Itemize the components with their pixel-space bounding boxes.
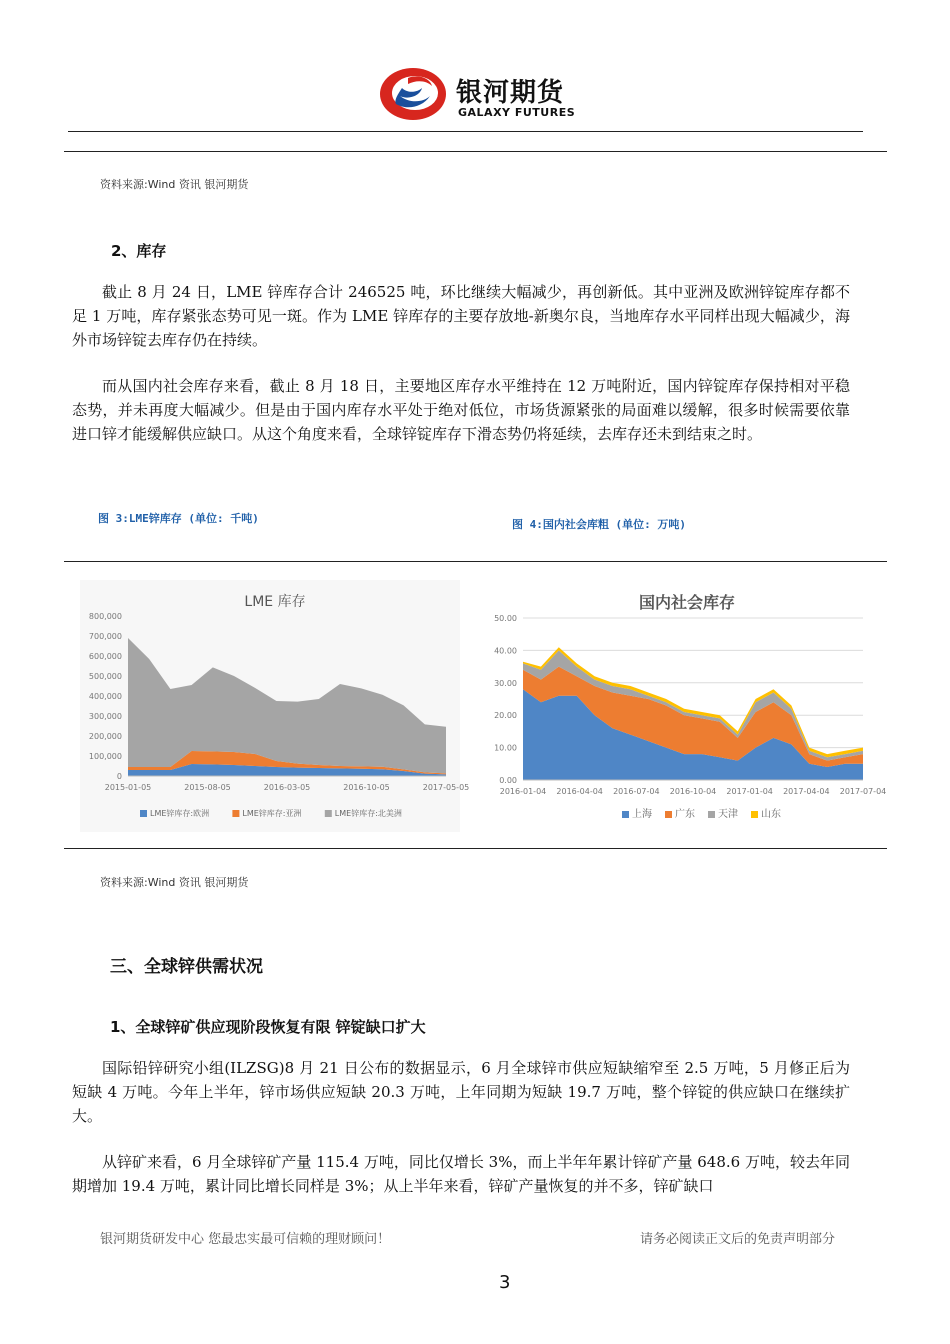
paragraph-zinc-mine: 从锌矿来看，6 月全球锌矿产量 115.4 万吨，同比仅增长 3%，而上半年年累计锌矿产量 648.6 万吨，较去年同期增加 19.4 万吨，累计同比增长同样是 3%；从上半年来看，锌矿产量恢复的并不多，锌矿缺口 <box>72 1153 850 1195</box>
legend-swatch <box>325 810 332 817</box>
brand-name-en: GALAXY FUTURES <box>458 106 576 119</box>
legend-swatch <box>665 811 672 818</box>
source-note: 资料来源:Wind 资讯 银河期货 <box>100 178 249 191</box>
y-tick-label: 200,000 <box>88 732 122 741</box>
x-tick-label: 2016-03-05 <box>263 783 311 792</box>
footer-right: 请务必阅读正文后的免责声明部分 <box>640 1232 836 1247</box>
legend-label: 广东 <box>675 809 695 820</box>
legend-swatch <box>622 811 629 818</box>
x-tick-label: 2016-07-04 <box>613 787 660 796</box>
legend-label: 天津 <box>718 809 738 820</box>
company-logo <box>378 66 448 122</box>
y-tick-label: 600,000 <box>88 652 122 661</box>
y-tick-label: 10.00 <box>494 743 517 753</box>
figure-frame-bottom <box>64 151 887 152</box>
page-number: 3 <box>499 1272 511 1293</box>
legend-swatch <box>140 810 147 817</box>
y-tick-label: 50.00 <box>494 614 517 623</box>
paragraph-domestic-inventory: 而从国内社会库存来看，截止 8 月 18 日，主要地区库存水平维持在 12 万吨附近，国内锌锭库存保持相对平稳态势，并未再度大幅减少。但是由于国内库存水平处于绝对低位，市场货源紧张的局面难以缓解，很多时候需要依靠进口锌才能缓解供应缺口。从这个角度来看，全球锌锭库存下滑态势仍将延续，去库存还未到结束之时。 <box>72 377 850 443</box>
x-tick-label: 2017-04-04 <box>783 787 830 796</box>
source-note-2: 资料来源:Wind 资讯 银河期货 <box>100 876 249 889</box>
section-heading-inventory: 2、库存 <box>111 242 167 260</box>
chart-title: LME 库存 <box>244 594 306 610</box>
x-tick-label: 2017-05-05 <box>422 783 470 792</box>
x-tick-label: 2017-01-04 <box>726 787 773 796</box>
y-tick-label: 40.00 <box>494 646 517 656</box>
subheading-zinc-mine: 1、全球锌矿供应现阶段恢复有限 锌锭缺口扩大 <box>110 1018 426 1036</box>
paragraph-lme-inventory: 截止 8 月 24 日，LME 锌库存合计 246525 吨，环比继续大幅减少，再创新低。其中亚洲及欧洲锌锭库存都不足 1 万吨，库存紧张态势可见一斑。作为 LME 锌库存的主要存放地-新奥尔良，当地库存水平同样出现大幅减少，海外市场锌锭去库存仍在持续。 <box>72 283 850 349</box>
domestic-inventory-chart <box>487 580 887 832</box>
legend-swatch <box>708 811 715 818</box>
figure-caption-4: 图 4:国内社会库粗 (单位: 万吨) <box>512 518 686 531</box>
y-tick-label: 100,000 <box>88 752 122 761</box>
x-tick-label: 2017-07-04 <box>839 787 887 796</box>
legend-label: LME锌库存:亚洲 <box>242 809 302 818</box>
x-tick-label: 2016-04-04 <box>556 787 603 796</box>
legend-label: 上海 <box>632 809 652 820</box>
legend-label: 山东 <box>761 809 781 820</box>
x-tick-label: 2016-01-04 <box>499 787 547 796</box>
x-tick-label: 2016-10-05 <box>343 783 390 792</box>
lme-inventory-chart <box>80 580 470 832</box>
section-heading-supply: 三、全球锌供需状况 <box>110 957 263 977</box>
y-tick-label: 300,000 <box>88 712 122 721</box>
x-tick-label: 2015-08-05 <box>184 783 231 792</box>
paragraph-ilzsg: 国际铅锌研究小组(ILZSG)8 月 21 日公布的数据显示，6 月全球锌市供应短缺缩窄至 2.5 万吨，5 月修正后为短缺 4 万吨。今年上半年，锌市场供应短缺 20.3 万吨，上年同期为短缺 19.7 万吨，整个锌锭的供应缺口在继续扩大。 <box>72 1059 850 1125</box>
chart-title: 国内社会库存 <box>638 593 736 612</box>
legend-label: LME锌库存:北美洲 <box>334 809 402 818</box>
y-tick-label: 800,000 <box>88 612 122 621</box>
figure-frame-top <box>64 561 887 562</box>
y-tick-label: 400,000 <box>88 692 122 701</box>
y-tick-label: 0 <box>116 772 122 781</box>
y-tick-label: 0.00 <box>499 776 517 785</box>
legend-swatch <box>751 811 758 818</box>
y-tick-label: 20.00 <box>494 711 517 721</box>
y-tick-label: 700,000 <box>88 632 122 641</box>
header-rule <box>68 131 863 132</box>
figure-frame-bottom-2 <box>64 848 887 849</box>
x-tick-label: 2015-01-05 <box>104 783 152 792</box>
x-tick-label: 2016-10-04 <box>669 787 717 796</box>
footer-left: 银河期货研发中心 您最忠实最可信赖的理财顾问！ <box>100 1232 391 1247</box>
legend-swatch <box>232 810 239 817</box>
y-tick-label: 500,000 <box>88 672 122 681</box>
legend-label: LME锌库存:欧洲 <box>150 809 210 818</box>
y-tick-label: 30.00 <box>494 678 517 688</box>
figure-caption-3: 图 3:LME锌库存 (单位: 千吨) <box>98 512 259 525</box>
brand-name-cn: 银河期货 <box>456 78 565 108</box>
